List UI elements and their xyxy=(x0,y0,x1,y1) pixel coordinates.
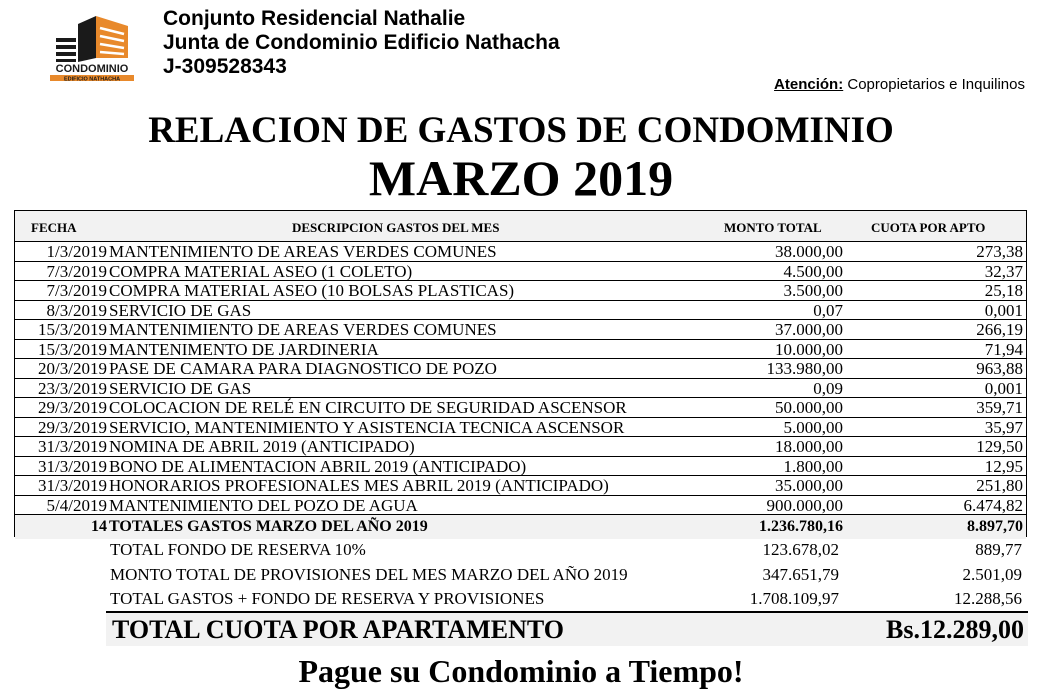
row-description: COMPRA MATERIAL ASEO (10 BOLSAS PLASTICAS) xyxy=(109,281,515,300)
table-row xyxy=(15,476,1026,496)
row-amount: 38.000,00 xyxy=(775,242,843,261)
row-amount: 35.000,00 xyxy=(775,476,843,495)
table-row xyxy=(15,242,1026,262)
row-description: COLOCACION DE RELÉ EN CIRCUITO DE SEGURIDAD ASCENSOR xyxy=(109,398,627,417)
row-date: 7/3/2019 xyxy=(46,261,107,281)
row-date: 31/3/2019 xyxy=(38,456,107,476)
row-date: 15/3/2019 xyxy=(38,320,107,339)
row-description: MANTENIMIENTO DE AREAS VERDES COMUNES xyxy=(109,242,497,261)
row-description: PASE DE CAMARA PARA DIAGNOSTICO DE POZO xyxy=(109,359,497,378)
footer-message: Pague su Condominio a Tiempo! xyxy=(298,653,744,689)
row-description: NOMINA DE ABRIL 2019 (ANTICIPADO) xyxy=(109,437,415,456)
row-date: 15/3/2019 xyxy=(38,339,107,359)
row-date: 20/3/2019 xyxy=(38,359,107,378)
summary-line xyxy=(110,540,1028,562)
row-quota: 35,97 xyxy=(984,417,1023,437)
table-row xyxy=(15,359,1026,379)
header-line-3: J-309528343 xyxy=(163,55,287,78)
row-quota: 0,001 xyxy=(984,300,1023,320)
table-row xyxy=(15,262,1026,282)
row-amount: 18.000,00 xyxy=(775,437,843,456)
table-row xyxy=(15,437,1026,457)
summary-label: MONTO TOTAL DE PROVISIONES DEL MES MARZO DEL AÑO 2019 xyxy=(110,565,628,584)
row-amount: 3.500,00 xyxy=(783,281,843,300)
grand-total-label: TOTAL CUOTA POR APARTAMENTO xyxy=(112,615,564,644)
summary-line xyxy=(110,565,1028,587)
row-quota: 12,95 xyxy=(984,456,1023,476)
row-description: BONO DE ALIMENTACION ABRIL 2019 (ANTICIPADO) xyxy=(109,456,527,476)
row-amount: 900.000,00 xyxy=(766,495,843,515)
totals-amount: 1.236.780,16 xyxy=(759,518,843,535)
row-quota: 25,18 xyxy=(984,281,1023,300)
row-description: MANTENIMIENTO DEL POZO DE AGUA xyxy=(109,495,418,515)
grand-total xyxy=(106,611,1028,646)
row-description: HONORARIOS PROFESIONALES MES ABRIL 2019 (ANTICIPADO) xyxy=(109,476,609,495)
row-quota: 359,71 xyxy=(976,398,1023,417)
table-row xyxy=(15,496,1026,516)
page-title: RELACION DE GASTOS DE CONDOMINIO xyxy=(148,110,894,151)
summary-amount: 123.678,02 xyxy=(762,540,839,559)
page-subtitle: MARZO 2019 xyxy=(368,150,674,206)
row-amount: 1.800,00 xyxy=(783,456,843,476)
row-amount: 4.500,00 xyxy=(783,261,843,281)
table-row xyxy=(15,301,1026,321)
totals-count: 14 xyxy=(91,518,107,535)
table-row xyxy=(15,457,1026,477)
row-quota: 6.474,82 xyxy=(963,495,1023,515)
row-description: SERVICIO, MANTENIMIENTO Y ASISTENCIA TECNICA ASCENSOR xyxy=(109,417,625,437)
row-quota: 251,80 xyxy=(976,476,1023,495)
header-amount: MONTO TOTAL xyxy=(724,220,822,235)
table-header xyxy=(15,211,1026,242)
row-date: 29/3/2019 xyxy=(38,398,107,417)
row-date: 1/3/2019 xyxy=(46,242,107,261)
attention-text: Copropietarios e Inquilinos xyxy=(843,76,1025,93)
totals-quota: 8.897,70 xyxy=(967,518,1023,535)
header-date: FECHA xyxy=(31,220,77,235)
row-date: 31/3/2019 xyxy=(38,437,107,456)
header-line-1: Conjunto Residencial Nathalie xyxy=(163,7,466,30)
summary-amount: 347.651,79 xyxy=(762,565,839,584)
table-body xyxy=(15,242,1026,515)
logo-text: CONDOMINIO xyxy=(55,63,129,75)
summary-quota: 889,77 xyxy=(975,540,1022,559)
row-amount: 5.000,00 xyxy=(783,417,843,437)
row-amount: 133.980,00 xyxy=(766,359,843,378)
table-row xyxy=(15,320,1026,340)
row-date: 5/4/2019 xyxy=(46,495,107,515)
table-row xyxy=(15,418,1026,438)
grand-total-value: Bs.12.289,00 xyxy=(886,615,1024,644)
attention-note xyxy=(774,76,1025,93)
row-quota: 32,37 xyxy=(984,261,1023,281)
row-date: 23/3/2019 xyxy=(38,378,107,398)
row-quota: 963,88 xyxy=(976,359,1023,378)
row-quota: 129,50 xyxy=(976,437,1023,456)
row-description: MANTENIMENTO DE JARDINERIA xyxy=(109,339,379,359)
header-description: DESCRIPCION GASTOS DEL MES xyxy=(292,220,500,235)
row-description: MANTENIMIENTO DE AREAS VERDES COMUNES xyxy=(109,320,497,339)
summary-quota: 12.288,56 xyxy=(954,589,1022,608)
table-row xyxy=(15,379,1026,399)
table-row xyxy=(15,340,1026,360)
row-amount: 10.000,00 xyxy=(775,339,843,359)
summary-label: TOTAL GASTOS + FONDO DE RESERVA Y PROVISIONES xyxy=(110,589,545,608)
row-amount: 50.000,00 xyxy=(775,398,843,417)
row-description: COMPRA MATERIAL ASEO (1 COLETO) xyxy=(109,261,413,281)
expenses-table xyxy=(14,210,1027,537)
table-row xyxy=(15,398,1026,418)
summary-label: TOTAL FONDO DE RESERVA 10% xyxy=(110,540,366,559)
row-date: 29/3/2019 xyxy=(38,417,107,437)
summary-line xyxy=(110,589,1028,611)
condominio-logo xyxy=(44,12,140,82)
totals-label: TOTALES GASTOS MARZO DEL AÑO 2019 xyxy=(109,518,428,535)
row-amount: 37.000,00 xyxy=(775,320,843,339)
summary-amount: 1.708.109,97 xyxy=(749,589,839,608)
row-date: 7/3/2019 xyxy=(46,281,107,300)
table-row xyxy=(15,281,1026,301)
row-date: 31/3/2019 xyxy=(38,476,107,495)
row-quota: 266,19 xyxy=(976,320,1023,339)
row-quota: 0,001 xyxy=(984,378,1023,398)
row-description: SERVICIO DE GAS xyxy=(109,300,252,320)
row-quota: 71,94 xyxy=(984,339,1023,359)
totals-row xyxy=(15,515,1026,539)
summary-quota: 2.501,09 xyxy=(962,565,1022,584)
attention-label: Atención: xyxy=(774,76,844,93)
header-line-2: Junta de Condominio Edificio Nathacha xyxy=(163,31,560,54)
row-quota: 273,38 xyxy=(976,242,1023,261)
row-description: SERVICIO DE GAS xyxy=(109,378,252,398)
row-date: 8/3/2019 xyxy=(46,300,107,320)
row-amount: 0,07 xyxy=(813,300,843,320)
logo-subtext: EDIFICIO NATHACHA xyxy=(63,76,121,82)
row-amount: 0,09 xyxy=(813,378,843,398)
header-quota: CUOTA POR APTO xyxy=(871,220,986,235)
